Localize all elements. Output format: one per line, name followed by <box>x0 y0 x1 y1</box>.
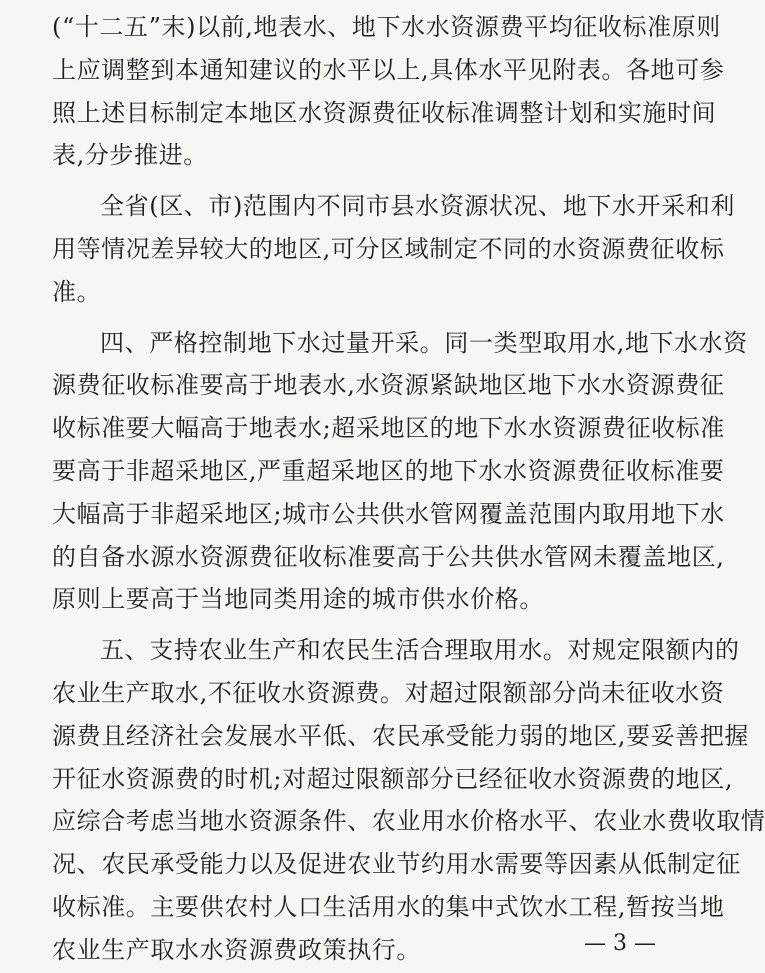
text-line: 的自备水源水资源费征收标准要高于公共供水管网未覆盖地区, <box>52 542 725 571</box>
paragraph-gap <box>52 621 668 629</box>
paragraph-gap <box>52 314 668 322</box>
paragraph-continuation <box>52 6 725 177</box>
text-line: 况、农民承受能力以及促进农业节约用水需要等因素从低制定征 <box>52 850 741 879</box>
text-line: 收标准要大幅高于地表水;超采地区的地下水水资源费征收标准 <box>52 414 725 443</box>
text-line: 要高于非超采地区,严重超采地区的地下水水资源费征收标准要 <box>52 456 725 485</box>
paragraph-regional-standards <box>52 185 735 313</box>
text-line: 全省(区、市)范围内不同市县水资源状况、地下水开采和利 <box>100 192 735 221</box>
paragraph-gap <box>52 177 668 185</box>
text-line: 应综合考虑当地水资源条件、农业用水价格水平、农业水费收取情 <box>52 807 765 836</box>
text-line: 源费征收标准要高于地表水,水资源紧缺地区地下水水资源费征 <box>52 371 725 400</box>
text-line: 原则上要高于当地同类用途的城市供水价格。 <box>52 585 544 614</box>
text-line: 农业生产取水,不征收水资源费。对超过限额部分尚未征收水资 <box>52 678 725 707</box>
text-line: 照上述目标制定本地区水资源费征收标准调整计划和实施时间 <box>52 98 717 127</box>
text-line: 开征水资源费的时机;对超过限额部分已经征收水资源费的地区, <box>52 764 734 793</box>
text-line: 大幅高于非超采地区;城市公共供水管网覆盖范围内取用地下水 <box>52 499 725 528</box>
text-line: 农业生产取水水资源费政策执行。 <box>52 935 421 964</box>
text-line: (“十二五”末)以前,地表水、地下水水资源费平均征收标准原则 <box>52 13 721 41</box>
text-line: 上应调整到本通知建议的水平以上,具体水平见附表。各地可参 <box>52 55 725 84</box>
text-line: 源费且经济社会发展水平低、农民承受能力弱的地区,要妥善把握 <box>52 721 750 750</box>
paragraph-section-five <box>52 629 765 971</box>
text-line: 四、严格控制地下水过量开采。同一类型取用水,地下水水资 <box>100 328 748 357</box>
paragraph-section-four <box>52 322 748 622</box>
text-line: 用等情况差异较大的地区,可分区域制定不同的水资源费征收标 <box>52 234 725 263</box>
text-line: 五、支持农业生产和农民生活合理取用水。对规定限额内的 <box>100 636 740 665</box>
text-line: 收标准。主要供农村人口生活用水的集中式饮水工程,暂按当地 <box>52 892 725 921</box>
page-number: — 3 — <box>584 931 656 956</box>
text-line: 准。 <box>52 277 102 306</box>
text-line: 表,分步推进。 <box>52 141 208 170</box>
document-body <box>52 6 765 972</box>
